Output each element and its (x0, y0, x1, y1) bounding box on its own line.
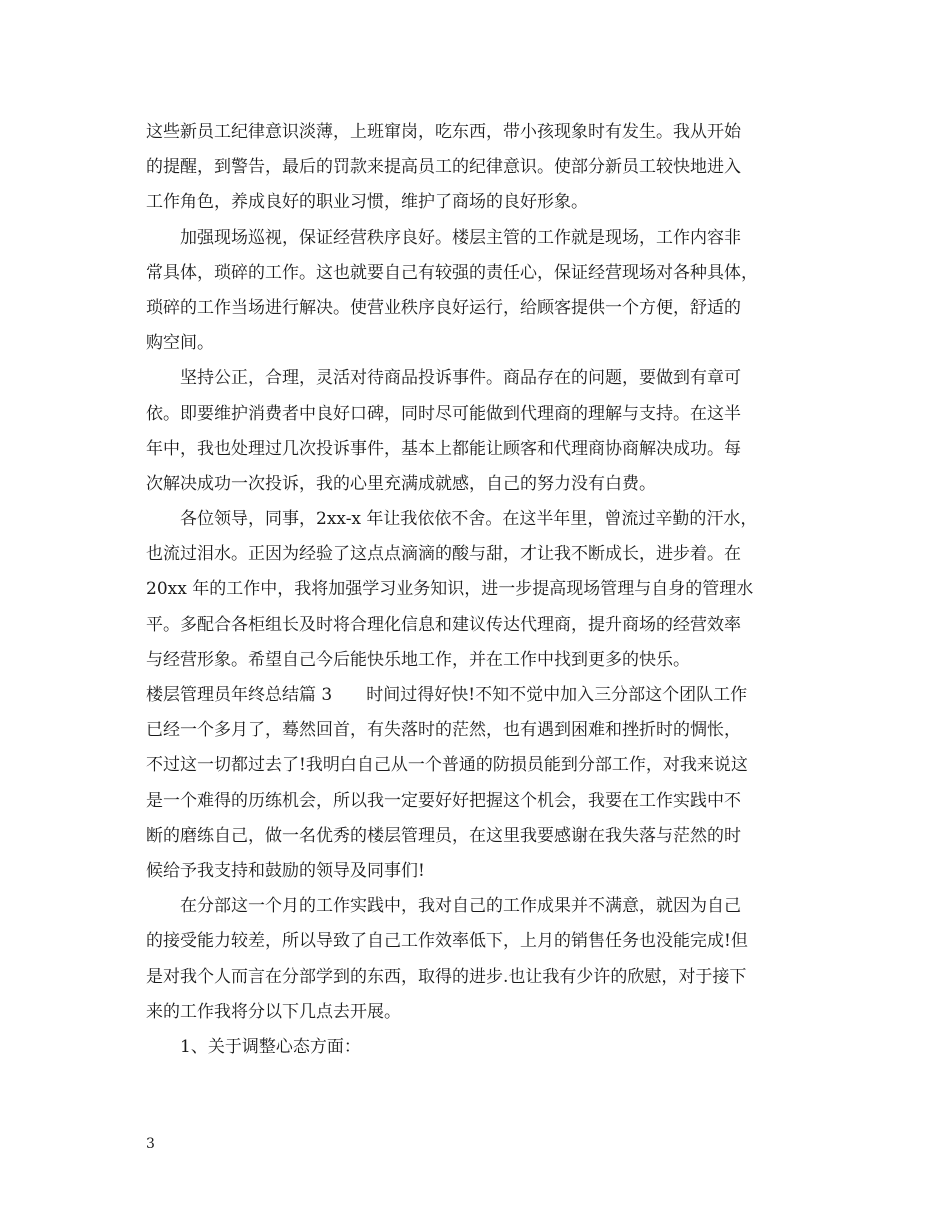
text-line: 已经一个多月了，蓦然回首，有失落时的茫然，也有遇到困难和挫折时的惆怅， (146, 720, 741, 741)
page-number: 3 (146, 1136, 155, 1152)
text-line: 断的磨练自己，做一名优秀的楼层管理员，在这里我要感谢在我失落与茫然的时 (146, 825, 741, 846)
text-line: 次解决成功一次投诉，我的心里充满成就感，自己的努力没有白费。 (146, 473, 656, 494)
text-line: 候给予我支持和鼓励的领导及同事们! (146, 860, 425, 881)
text-line: 购空间。 (146, 333, 214, 354)
text-line: 也流过泪水。正因为经验了这点点滴滴的酸与甜，才让我不断成长，进步着。在 (146, 544, 741, 565)
text-line: 平。多配合各柜组长及时将合理化信息和建议传达代理商，提升商场的经营效率 (146, 614, 741, 635)
text-line: 来的工作我将分以下几点去开展。 (146, 1001, 401, 1022)
section-title-line (146, 678, 806, 713)
text-line: 年中，我也处理过几次投诉事件，基本上都能让顾客和代理商协商解决成功。每 (146, 438, 741, 459)
paragraph-start-line: 各位领导，同事，2xx-x 年让我依依不舍。在这半年里，曾流过辛勤的汗水， (180, 509, 758, 530)
paragraph-start-line: 坚持公正，合理，灵活对待商品投诉事件。商品存在的问题，要做到有章可 (180, 368, 741, 389)
text-line: 琐碎的工作当场进行解决。使营业秩序良好运行，给顾客提供一个方便，舒适的 (146, 297, 741, 318)
section-title: 楼层管理员年终总结篇 3 (146, 685, 333, 705)
text-line: 不过这一切都过去了!我明白自己从一个普通的防损员能到分部工作，对我来说这 (146, 755, 748, 776)
text-line: 是一个难得的历练机会，所以我一定要好好把握这个机会，我要在工作实践中不 (146, 790, 741, 811)
text-line: 与经营形象。希望自己今后能快乐地工作，并在工作中找到更多的快乐。 (146, 649, 690, 670)
text-line: 的提醒，到警告，最后的罚款来提高员工的纪律意识。使部分新员工较快地进入 (146, 157, 741, 178)
text-line: 常具体，琐碎的工作。这也就要自己有较强的责任心，保证经营现场对各种具体， (146, 262, 758, 283)
paragraph-start-line: 在分部这一个月的工作实践中，我对自己的工作成果并不满意，就因为自己 (180, 896, 741, 917)
text-line: 依。即要维护消费者中良好口碑，同时尽可能做到代理商的理解与支持。在这半 (146, 403, 741, 424)
text-line: 工作角色，养成良好的职业习惯，维护了商场的良好形象。 (146, 192, 588, 213)
text-line: 是对我个人而言在分部学到的东西，取得的进步.也让我有少许的欣慰，对于接下 (146, 966, 747, 987)
section-first-sentence: 时间过得好快!不知不觉中加入三分部这个团队工作 (366, 685, 748, 705)
paragraph-start-line: 加强现场巡视，保证经营秩序良好。楼层主管的工作就是现场，工作内容非 (180, 227, 741, 248)
list-item-line: 1、关于调整心态方面： (180, 1036, 361, 1057)
text-line: 的接受能力较差，所以导致了自己工作效率低下，上月的销售任务也没能完成!但 (146, 931, 748, 952)
text-line: 这些新员工纪律意识淡薄，上班窜岗，吃东西，带小孩现象时有发生。我从开始 (146, 122, 741, 142)
document-body (146, 115, 806, 1065)
text-line: 20xx 年的工作中，我将加强学习业务知识，进一步提高现场管理与自身的管理水 (146, 579, 754, 600)
